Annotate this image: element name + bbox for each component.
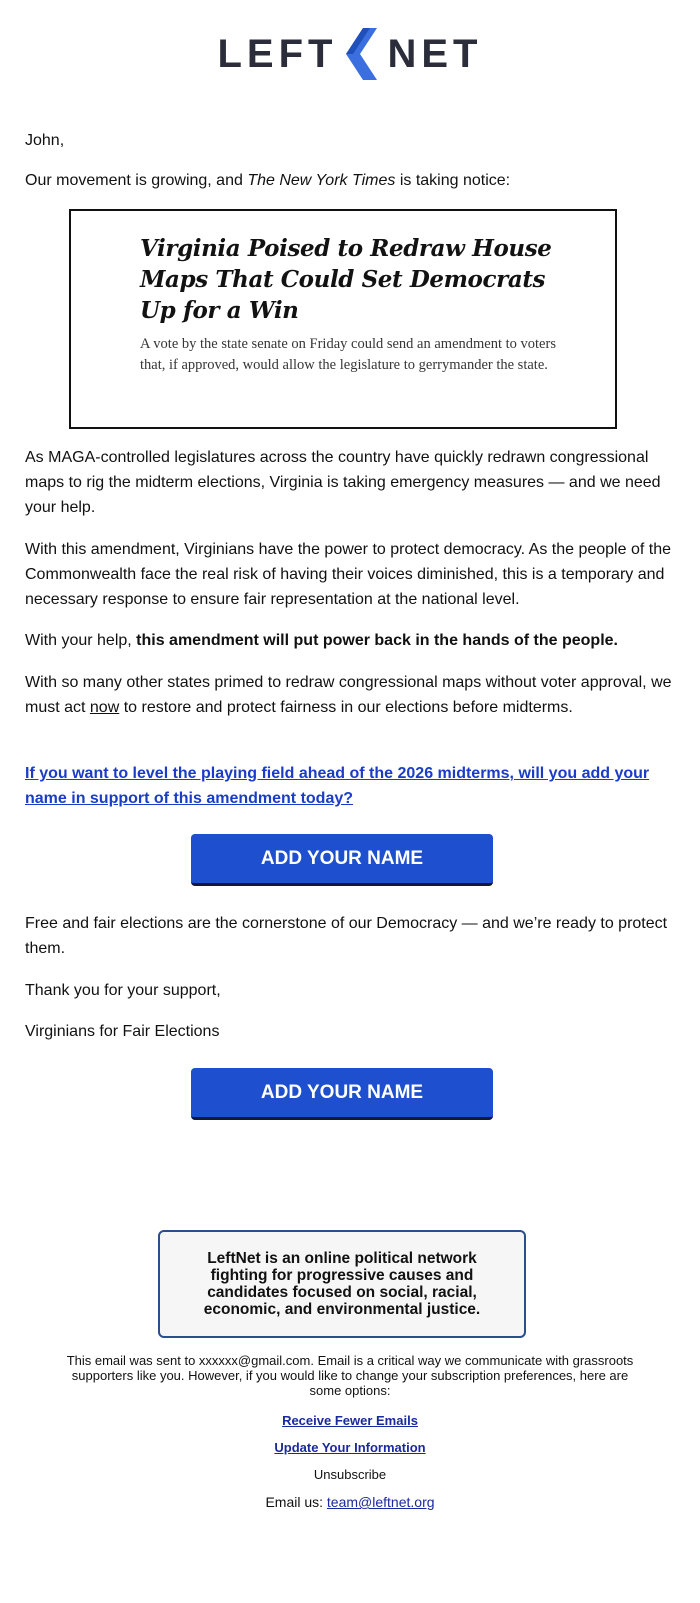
about-box [158, 1230, 526, 1338]
intro-text-before: Our movement is growing, and [25, 172, 248, 189]
add-your-name-button[interactable]: ADD YOUR NAME [191, 834, 493, 886]
paragraph-act-now [25, 670, 675, 720]
logo-text-right: NET [387, 31, 483, 76]
unsubscribe-link[interactable]: Unsubscribe [313, 1467, 387, 1482]
news-clipping [69, 209, 617, 429]
chevron-left-icon [343, 28, 377, 80]
salutation: John, [25, 132, 65, 149]
help-bold-text: this amendment will put power back in the hands of the people. [136, 632, 618, 649]
footer-links [60, 1413, 640, 1510]
paragraph-free-elections: Free and fair elections are the cornerstone of our Democracy — and we’re ready to protect them. [25, 915, 668, 957]
update-information-link[interactable]: Update Your Information [274, 1440, 426, 1455]
add-your-name-button-bottom[interactable]: ADD YOUR NAME [191, 1068, 493, 1120]
act-text-before: With so many other states primed to redraw congressional maps without voter approval, we must act [25, 674, 672, 716]
about-text: LeftNet is an online political network fighting for progressive causes and candidates focused on social, racial, economic, and environmental justice. [203, 1250, 481, 1318]
clipping-summary: A vote by the state senate on Friday could send an amendment to voters that, if approved, would allow the legislature to gerrymander the state. [140, 336, 556, 373]
cta-link[interactable]: If you want to level the playing field ahead of the 2026 midterms, will you add your name in support of this amendment today? [25, 765, 650, 807]
leftnet-logo[interactable] [0, 28, 700, 80]
email-us-label: Email us: [265, 1494, 327, 1510]
act-now-underlined: now [89, 699, 120, 716]
footer [60, 1353, 640, 1522]
receive-fewer-emails-link[interactable]: Receive Fewer Emails [282, 1413, 418, 1428]
paragraph-help [25, 628, 618, 653]
intro-text-after: is taking notice: [395, 172, 511, 189]
footer-note: This email was sent to xxxxxx@gmail.com. Email is a critical way we communicate with grassroots supporters like you. However, if you would like to change your subscription preferences, here are some options: [66, 1353, 634, 1398]
email-us-line [60, 1494, 640, 1510]
sign-off: Thank you for your support, [25, 982, 221, 999]
cta-paragraph [25, 761, 675, 811]
email-address-link[interactable]: team@leftnet.org [326, 1494, 435, 1510]
intro-paragraph [25, 168, 510, 193]
clipping-headline: Virginia Poised to Redraw House Maps That Could Set Democrats Up for a Win [140, 235, 552, 324]
publication-name: The New York Times [247, 172, 396, 189]
logo-text-left: LEFT [217, 31, 338, 76]
act-text-after: to restore and protect fairness in our elections before midterms. [119, 699, 573, 716]
paragraph-amendment: With this amendment, Virginians have the power to protect democracy. As the people of the Commonwealth face the real risk of having their voices diminished, this is a temporary and necessary response to ensure fair representation at the national level. [25, 541, 671, 608]
help-text: With your help, [25, 632, 137, 649]
paragraph-maga-maps: As MAGA-controlled legislatures across the country have quickly redrawn congressional maps to rig the midterm elections, Virginia is taking emergency measures — and we need your help. [25, 449, 661, 516]
signature: Virginians for Fair Elections [25, 1023, 220, 1040]
